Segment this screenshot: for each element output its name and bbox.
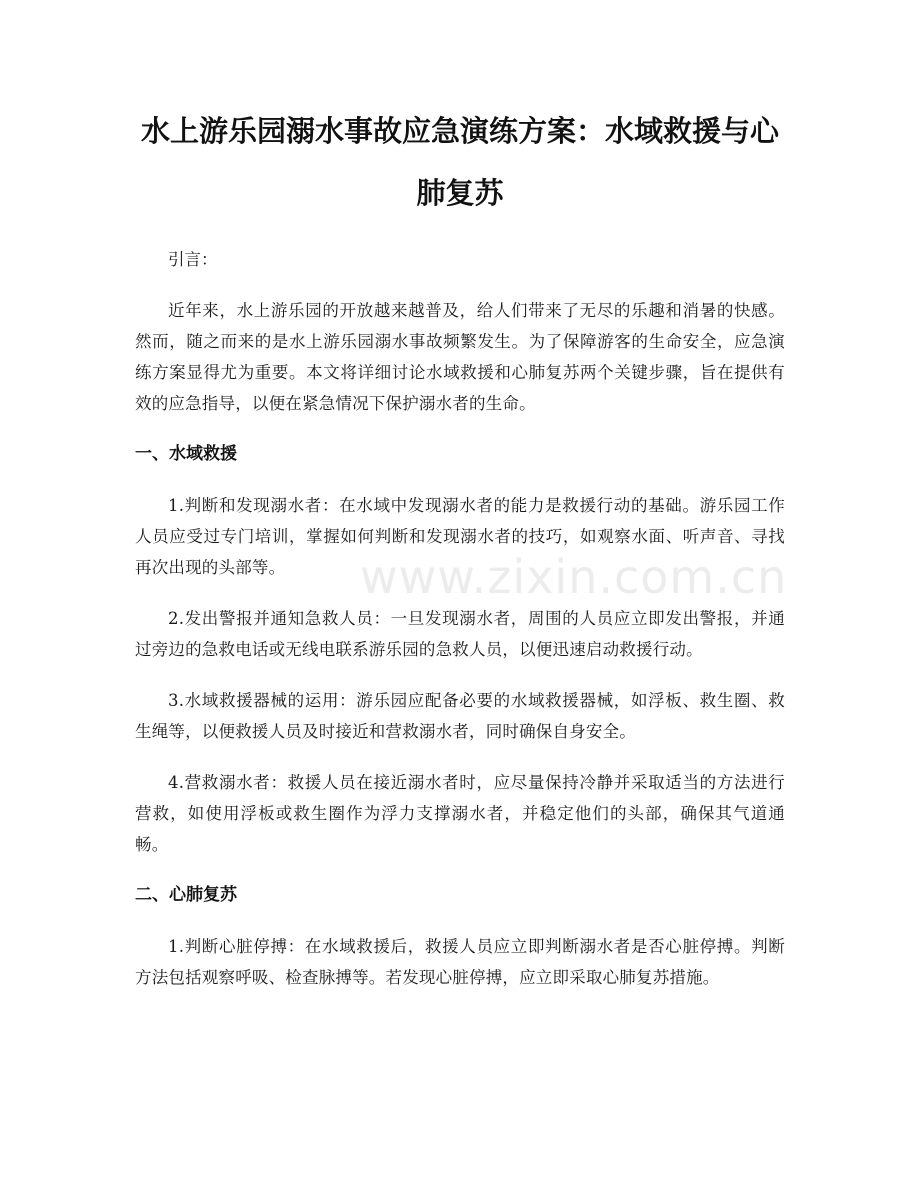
paragraph: 3.水域救援器械的运用：游乐园应配备必要的水域救援器械，如浮板、救生圈、救生绳等，以便救援人员及时接近和营救溺水者，同时确保自身安全。 <box>135 691 785 741</box>
paragraph: 2.发出警报并通知急救人员：一旦发现溺水者，周围的人员应立即发出警报，并通过旁边的急救电话或无线电联系游乐园的急救人员，以便迅速启动救援行动。 <box>135 609 785 659</box>
paragraph: 4.营救溺水者：救援人员在接近溺水者时，应尽量保持冷静并采取适当的方法进行营救，如使用浮板或救生圈作为浮力支撑溺水者，并稳定他们的头部，确保其气道通畅。 <box>135 773 785 854</box>
intro-paragraph: 近年来，水上游乐园的开放越来越普及，给人们带来了无尽的乐趣和消暑的快感。然而，随之而来的是水上游乐园溺水事故频繁发生。为了保障游客的生命安全，应急演练方案显得尤为重要。本文将详细讨论水域救援和心肺复苏两个关键步骤，旨在提供有效的应急指导，以便在紧急情况下保护溺水者的生命。 <box>135 301 785 413</box>
watermark: www.zixin.com.cn <box>360 550 788 604</box>
intro-label: 引言： <box>168 250 218 269</box>
paragraph: 1.判断心脏停搏：在水域救援后，救援人员应立即判断溺水者是否心脏停搏。判断方法包括观察呼吸、检查脉搏等。若发现心脏停搏，应立即采取心肺复苏措施。 <box>135 937 785 987</box>
paragraph: 1.判断和发现溺水者：在水域中发现溺水者的能力是救援行动的基础。游乐园工作人员应受过专门培训，掌握如何判断和发现溺水者的技巧，如观察水面、听声音、寻找再次出现的头部等。 <box>135 496 785 577</box>
section-heading-cpr: 二、心肺复苏 <box>135 885 237 905</box>
document-title: 水上游乐园溺水事故应急演练方案：水域救援与心肺复苏 <box>140 114 779 210</box>
section-heading-water-rescue: 一、水域救援 <box>135 444 237 464</box>
document-page <box>135 100 788 1013</box>
